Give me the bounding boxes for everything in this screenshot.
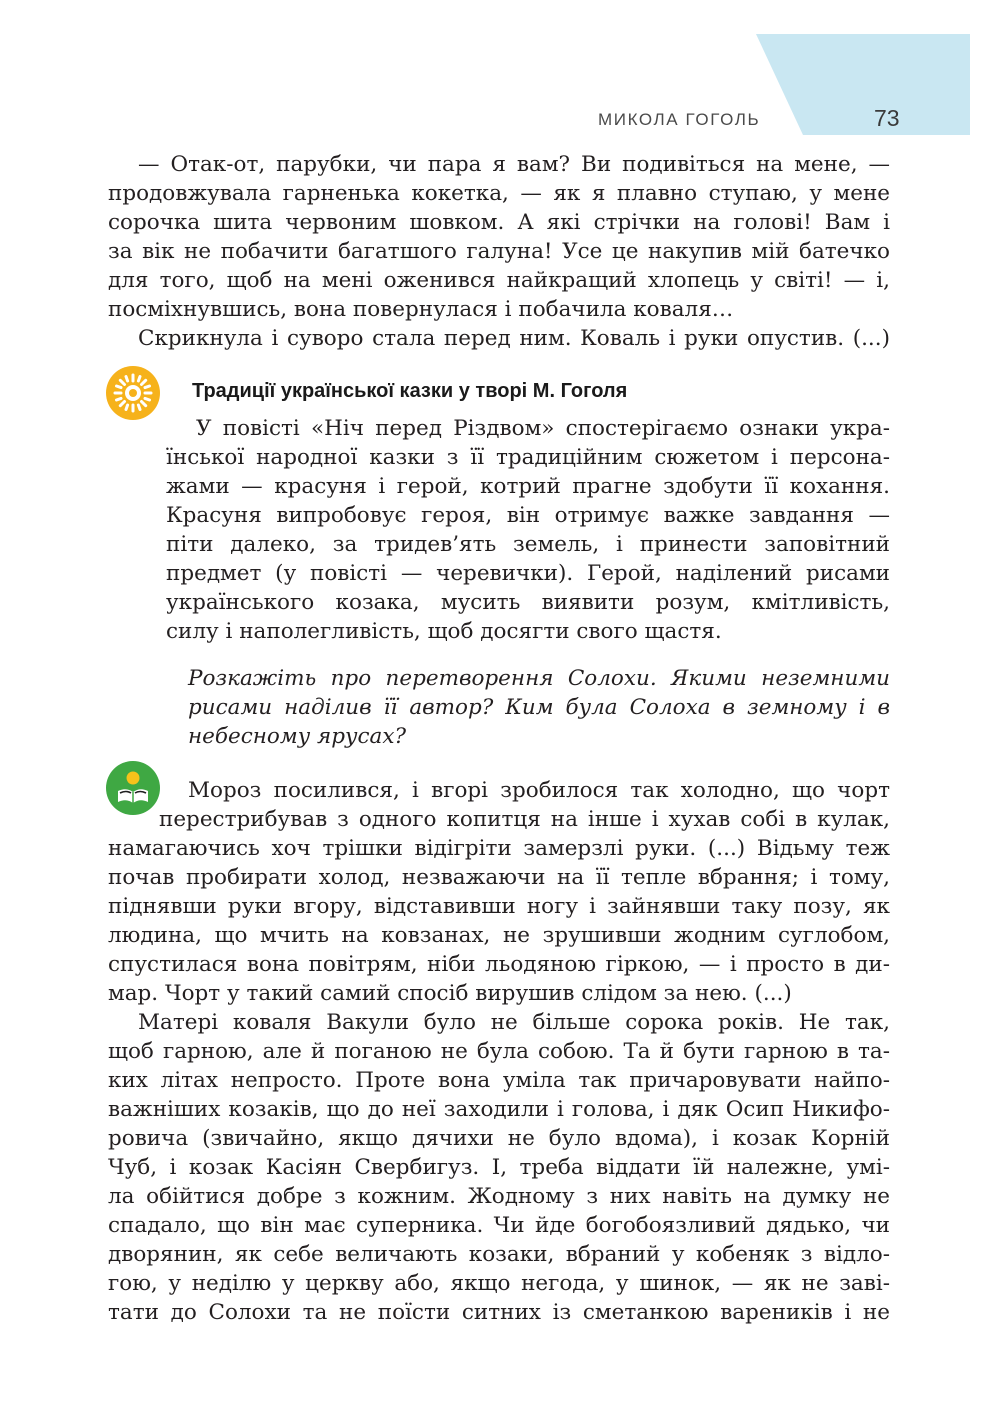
corner-decoration [756,34,970,135]
passage-2 [108,776,890,1327]
text-line: тати до Солохи та не поїсти ситних із сметанкою вареників і не [108,1300,890,1325]
text-line: Розкажіть про перетворення Солохи. Якими неземними [188,666,890,691]
text-line: предмет (у повісті — черевички). Герой, наділений рисами [166,561,890,586]
text-line: гою, у неділю у церкву або, якщо негода, у шинок, — як не заві- [108,1271,890,1296]
text-line: перестрибував з одного копитця на інше і хухав собі в кулак, [159,807,890,832]
text-line: Скрикнула і суворо стала перед ним. Коваль і руки опустив. (...) [138,326,890,351]
text-line: мар. Чорт у такий самий спосіб вирушив слідом за нею. (...) [108,981,792,1006]
text-line: рисами наділив її автор? Ким була Солоха в земному і в [188,695,890,720]
text-line: спустилася вона повітрям, ніби льодяною гіркою, — і просто в ди- [108,952,890,977]
text-line: піти далеко, за тридев’ять земель, і принести заповітний [166,532,890,557]
text-line: за вік не побачити багатшого галуна! Усе це накупив мій батечко [108,239,890,264]
text-line: У повісті «Ніч перед Різдвом» спостерігаємо ознаки укра- [196,416,890,441]
text-line: ла обійтися добре з кожним. Жодному з них навіть на думку не [108,1184,890,1209]
text-line: сорочка шита червоним шовком. А які стрічки на голові! Вам і [108,210,890,235]
text-line: для того, щоб на мені оженився найкращий хлопець у світі! — і, [108,268,890,293]
text-line: Мороз посилився, і вгорі зробилося так холодно, що чорт [188,778,890,803]
text-line: дворянин, як себе величають козаки, вбраний у кобеняк з відло- [108,1242,890,1267]
text-line: продовжувала гарненька кокетка, — як я плавно ступаю, у мене [108,181,890,206]
text-line: Матері коваля Вакули було не більше сорока років. Не так, [138,1010,890,1035]
text-line: посміхнувшись, вона повернулася і побачила коваля… [108,297,734,322]
text-line: важніших козаків, що до неї заходили і голова, і дяк Осип Никифо- [108,1097,890,1122]
text-line: ких літах непросто. Проте вона уміла так причаровувати найпо- [108,1068,890,1093]
text-line: людина, що мчить на ковзанах, не зрушивши жодним суглобом, [108,923,890,948]
text-line: Красуня випробовує героя, він отримує важке завдання — [166,503,890,528]
text-line: спадало, що він має суперника. Чи йде богобоязливий дядько, чи [108,1213,890,1238]
text-line: їнської народної казки з її традиційним сюжетом і персона- [166,445,890,470]
text-line: намагаючись хоч трішки відігріти замерзлі руки. (...) Відьму теж [108,836,890,861]
section-body [166,414,890,646]
passage-1 [108,150,890,353]
text-line: — Отак-от, парубки, чи пара я вам? Ви подивіться на мене, — [138,152,890,177]
text-line: Чуб, і козак Касіян Свербигуз. І, треба віддати їй належне, умі- [108,1155,890,1180]
page-number: 73 [874,105,900,131]
text-line: небесному ярусах? [188,724,406,749]
question-block [188,664,890,751]
section-title: Традиції української казки у творі М. Гоголя [192,380,628,402]
text-line: силу і наполегливість, щоб досягти свого щастя. [166,619,722,644]
running-header-author: МИКОЛА ГОГОЛЬ [598,110,761,129]
sun-icon [106,366,160,420]
text-line: українського козака, мусить виявити розум, кмітливість, [166,590,890,615]
text-line: ровича (звичайно, якщо дячихи не було вдома), і козак Корній [108,1126,890,1151]
text-line: жами — красуня і герой, котрий прагне здобути її кохання. [166,474,890,499]
text-line: почав пробирати холод, незважаючи на її тепле вбрання; і тому, [108,865,890,890]
text-line: щоб гарною, але й поганою не була собою. Та й бути гарною в та- [108,1039,890,1064]
text-line: піднявши руки вгору, відставивши ногу і зайнявши таку позу, як [108,894,890,919]
